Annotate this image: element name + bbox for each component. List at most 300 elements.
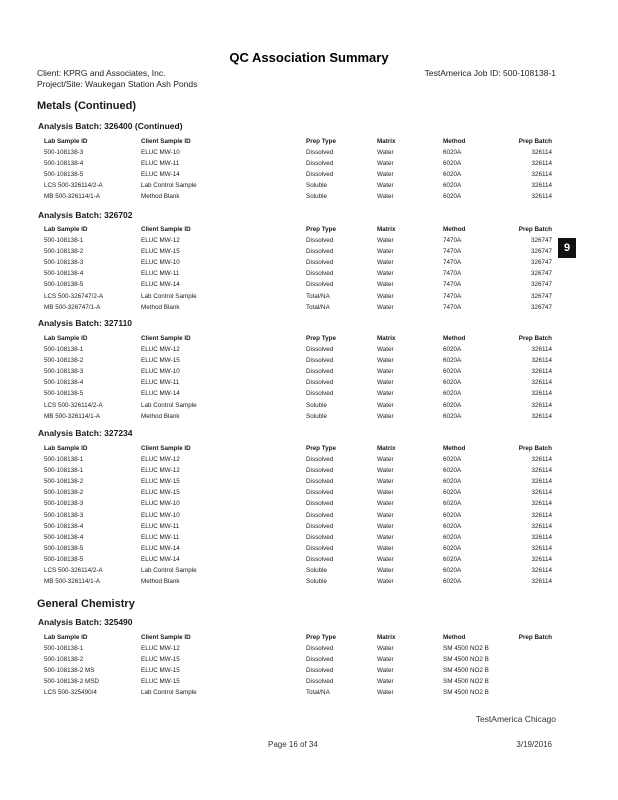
table-cell: 326114 xyxy=(531,149,552,157)
column-header: Lab Sample ID xyxy=(44,445,88,452)
table-cell: Dissolved xyxy=(306,379,334,387)
table-row xyxy=(44,498,552,509)
table-cell: 6020A xyxy=(443,149,462,157)
table-cell: LCS 500-326114/2-A xyxy=(44,182,103,190)
table-cell: Dissolved xyxy=(306,281,334,289)
table-cell: SM 4500 NO2 B xyxy=(443,678,489,686)
table-cell: ELUC MW-12 xyxy=(141,237,180,245)
client-name: Client: KPRG and Associates, Inc. xyxy=(37,68,166,78)
table-cell: Water xyxy=(377,544,394,552)
column-header: Prep Type xyxy=(306,634,336,641)
table-cell: 6020A xyxy=(443,467,462,475)
table-row xyxy=(44,543,552,554)
table-cell: ELUC MW-12 xyxy=(141,467,180,475)
table-cell: 326114 xyxy=(531,500,552,508)
table-cell: Soluble xyxy=(306,412,328,420)
column-header: Method xyxy=(443,335,466,342)
column-header: Matrix xyxy=(377,634,396,641)
table-cell: Water xyxy=(377,292,394,300)
table-cell: 500-108138-2 xyxy=(44,656,84,664)
table-cell: Dissolved xyxy=(306,555,334,563)
table-cell: 326114 xyxy=(531,456,552,464)
table-cell: LCS 500-326114/2-A xyxy=(44,401,103,409)
table-cell: Water xyxy=(377,368,394,376)
table-cell: Water xyxy=(377,555,394,563)
table-cell: 326114 xyxy=(531,390,552,398)
table-cell: 6020A xyxy=(443,182,462,190)
table-cell: 6020A xyxy=(443,412,462,420)
table-cell: LCS 500-326747/2-A xyxy=(44,292,104,300)
table-cell: 326114 xyxy=(531,379,552,387)
table-cell: MB 500-326114/1-A xyxy=(44,193,100,201)
table-row xyxy=(44,565,552,576)
table-cell: 6020A xyxy=(443,401,462,409)
table-cell: 326114 xyxy=(531,544,552,552)
table-cell: 326114 xyxy=(531,182,552,190)
table-cell: Dissolved xyxy=(306,667,334,675)
table-cell: Dissolved xyxy=(306,511,334,519)
table-cell: 500-108138-5 xyxy=(44,544,84,552)
table-cell: ELUC MW-15 xyxy=(141,656,180,664)
table-cell: Dissolved xyxy=(306,533,334,541)
table-cell: 7470A xyxy=(443,292,462,300)
column-header: Method xyxy=(443,634,466,641)
table-row xyxy=(44,676,552,687)
table-cell: ELUC MW-10 xyxy=(141,500,180,508)
table-cell: 500-108138-1 xyxy=(44,456,84,464)
table-cell: 326114 xyxy=(531,489,552,497)
table-cell: 326114 xyxy=(531,522,552,530)
table-cell: Water xyxy=(377,281,394,289)
table-cell: Dissolved xyxy=(306,645,334,653)
table-cell: 326114 xyxy=(531,160,552,168)
column-header: Prep Type xyxy=(306,445,336,452)
table-cell: Lab Control Sample xyxy=(141,292,197,300)
batch-table xyxy=(44,632,552,699)
table-cell: 6020A xyxy=(443,160,462,168)
table-cell: 7470A xyxy=(443,270,462,278)
column-header: Matrix xyxy=(377,226,396,233)
table-cell: 326114 xyxy=(531,555,552,563)
table-row xyxy=(44,302,552,313)
table-cell: 326747 xyxy=(530,281,552,289)
table-cell: ELUC MW-15 xyxy=(141,478,180,486)
table-cell: SM 4500 NO2 B xyxy=(443,667,489,675)
table-cell: 326114 xyxy=(531,511,552,519)
table-row xyxy=(44,654,552,665)
table-cell: Water xyxy=(377,379,394,387)
table-cell: Lab Control Sample xyxy=(141,401,197,409)
table-row xyxy=(44,532,552,543)
table-cell: ELUC MW-15 xyxy=(141,489,180,497)
column-header: Prep Batch xyxy=(518,445,552,452)
table-cell: Water xyxy=(377,270,394,278)
table-cell: Soluble xyxy=(306,182,328,190)
table-cell: Dissolved xyxy=(306,160,334,168)
batch-table xyxy=(44,136,552,203)
table-cell: ELUC MW-14 xyxy=(141,555,180,563)
table-cell: 7470A xyxy=(443,259,462,267)
table-cell: 326114 xyxy=(531,533,552,541)
table-cell: 500-108138-3 xyxy=(44,149,84,157)
table-cell: Dissolved xyxy=(306,346,334,354)
table-row xyxy=(44,180,552,191)
table-cell: 6020A xyxy=(443,346,462,354)
table-cell: Water xyxy=(377,522,394,530)
table-cell: Water xyxy=(377,259,394,267)
table-row xyxy=(44,147,552,158)
table-cell: Method Blank xyxy=(141,303,180,311)
table-cell: Water xyxy=(377,578,394,586)
table-cell: 326114 xyxy=(531,171,552,179)
table-cell: Water xyxy=(377,500,394,508)
table-cell: Water xyxy=(377,390,394,398)
table-cell: Water xyxy=(377,489,394,497)
table-cell: Water xyxy=(377,656,394,664)
table-row xyxy=(44,377,552,388)
table-cell: Total/NA xyxy=(306,689,330,697)
table-cell: 6020A xyxy=(443,489,462,497)
table-cell: Dissolved xyxy=(306,678,334,686)
table-cell: ELUC MW-11 xyxy=(141,522,180,530)
table-row xyxy=(44,388,552,399)
table-cell: Water xyxy=(377,171,394,179)
table-cell: 6020A xyxy=(443,522,462,530)
table-cell: ELUC MW-12 xyxy=(141,456,180,464)
column-header: Prep Batch xyxy=(518,226,552,233)
table-cell: 500-108138-2 xyxy=(44,478,84,486)
table-row xyxy=(44,400,552,411)
table-cell: 500-108138-5 xyxy=(44,281,84,289)
table-cell: 6020A xyxy=(443,171,462,179)
table-cell: Soluble xyxy=(306,401,328,409)
page-title: QC Association Summary xyxy=(229,50,389,65)
table-cell: MB 500-326114/1-A xyxy=(44,412,100,420)
table-cell: Dissolved xyxy=(306,270,334,278)
table-cell: 6020A xyxy=(443,478,462,486)
table-cell: Water xyxy=(377,667,394,675)
table-cell: Dissolved xyxy=(306,357,334,365)
table-cell: 6020A xyxy=(443,390,462,398)
table-row xyxy=(44,257,552,268)
table-cell: ELUC MW-15 xyxy=(141,678,180,686)
table-cell: Soluble xyxy=(306,567,328,575)
table-row xyxy=(44,665,552,676)
table-cell: Method Blank xyxy=(141,193,180,201)
table-cell: 6020A xyxy=(443,544,462,552)
table-header-row xyxy=(44,136,552,147)
column-header: Prep Type xyxy=(306,138,336,145)
column-header: Client Sample ID xyxy=(141,634,191,641)
table-cell: 500-108138-3 xyxy=(44,500,84,508)
table-cell: 6020A xyxy=(443,500,462,508)
table-cell: 326114 xyxy=(531,567,552,575)
section-title: General Chemistry xyxy=(37,598,135,610)
table-row xyxy=(44,411,552,422)
table-cell: 7470A xyxy=(443,281,462,289)
table-cell: Water xyxy=(377,182,394,190)
table-cell: 326747 xyxy=(530,270,552,278)
table-cell: LCS 500-325490/4 xyxy=(44,689,97,697)
table-cell: 500-108138-4 xyxy=(44,522,84,530)
table-row xyxy=(44,510,552,521)
table-cell: 500-108138-2 xyxy=(44,357,84,365)
table-cell: 500-108138-5 xyxy=(44,390,84,398)
table-cell: 326114 xyxy=(531,346,552,354)
table-cell: 6020A xyxy=(443,456,462,464)
table-cell: Water xyxy=(377,467,394,475)
table-cell: ELUC MW-10 xyxy=(141,511,180,519)
table-row xyxy=(44,554,552,565)
batch-table xyxy=(44,443,552,587)
table-cell: Dissolved xyxy=(306,489,334,497)
table-row xyxy=(44,268,552,279)
table-cell: 6020A xyxy=(443,357,462,365)
table-cell: ELUC MW-14 xyxy=(141,390,180,398)
table-cell: Dissolved xyxy=(306,368,334,376)
table-cell: 6020A xyxy=(443,368,462,376)
table-cell: Dissolved xyxy=(306,259,334,267)
table-cell: ELUC MW-14 xyxy=(141,544,180,552)
table-cell: Soluble xyxy=(306,578,328,586)
table-cell: Water xyxy=(377,678,394,686)
table-row xyxy=(44,291,552,302)
column-header: Prep Batch xyxy=(518,634,552,641)
table-row xyxy=(44,643,552,654)
column-header: Prep Type xyxy=(306,226,336,233)
table-cell: SM 4500 NO2 B xyxy=(443,656,489,664)
table-cell: 326114 xyxy=(531,412,552,420)
table-cell: ELUC MW-15 xyxy=(141,667,180,675)
table-cell: LCS 500-326114/2-A xyxy=(44,567,103,575)
table-cell: ELUC MW-11 xyxy=(141,533,180,541)
batch-title: Analysis Batch: 327110 xyxy=(38,318,133,328)
table-cell: ELUC MW-10 xyxy=(141,149,180,157)
table-cell: 326747 xyxy=(530,259,552,267)
table-cell: Water xyxy=(377,149,394,157)
table-cell: ELUC MW-11 xyxy=(141,160,180,168)
table-cell: 500-108138-1 xyxy=(44,237,84,245)
table-cell: Water xyxy=(377,303,394,311)
table-row xyxy=(44,169,552,180)
table-cell: ELUC MW-10 xyxy=(141,259,180,267)
table-cell: 500-108138-3 xyxy=(44,511,84,519)
table-cell: 500-108138-4 xyxy=(44,533,84,541)
table-cell: 500-108138-4 xyxy=(44,160,84,168)
table-cell: 500-108138-1 xyxy=(44,346,84,354)
table-row xyxy=(44,521,552,532)
table-cell: Water xyxy=(377,511,394,519)
table-cell: Water xyxy=(377,533,394,541)
table-cell: ELUC MW-10 xyxy=(141,368,180,376)
column-header: Lab Sample ID xyxy=(44,335,88,342)
table-cell: Dissolved xyxy=(306,171,334,179)
table-cell: Water xyxy=(377,248,394,256)
table-cell: ELUC MW-14 xyxy=(141,281,180,289)
job-id: TestAmerica Job ID: 500-108138-1 xyxy=(424,68,556,78)
table-cell: 326747 xyxy=(530,237,552,245)
table-row xyxy=(44,476,552,487)
page-number: Page 16 of 34 xyxy=(268,740,318,749)
batch-title: Analysis Batch: 327234 xyxy=(38,428,133,438)
table-cell: 6020A xyxy=(443,193,462,201)
table-cell: Dissolved xyxy=(306,149,334,157)
table-cell: Dissolved xyxy=(306,456,334,464)
table-row xyxy=(44,246,552,257)
table-cell: Lab Control Sample xyxy=(141,689,197,697)
table-cell: Total/NA xyxy=(306,303,330,311)
batch-table xyxy=(44,224,552,313)
table-cell: ELUC MW-12 xyxy=(141,645,180,653)
table-cell: 500-108138-5 xyxy=(44,171,84,179)
table-header-row xyxy=(44,632,552,643)
table-cell: 7470A xyxy=(443,237,462,245)
table-cell: Dissolved xyxy=(306,237,334,245)
column-header: Client Sample ID xyxy=(141,335,191,342)
column-header: Lab Sample ID xyxy=(44,226,88,233)
table-cell: 326114 xyxy=(531,467,552,475)
table-cell: 326747 xyxy=(530,292,552,300)
table-row xyxy=(44,366,552,377)
table-cell: 7470A xyxy=(443,248,462,256)
table-cell: 500-108138-2 MS xyxy=(44,667,95,675)
table-cell: Dissolved xyxy=(306,478,334,486)
table-cell: Method Blank xyxy=(141,578,180,586)
table-cell: ELUC MW-15 xyxy=(141,357,180,365)
table-header-row xyxy=(44,224,552,235)
table-cell: 326114 xyxy=(531,578,552,586)
table-cell: Water xyxy=(377,645,394,653)
table-cell: Water xyxy=(377,689,394,697)
column-header: Matrix xyxy=(377,335,396,342)
table-header-row xyxy=(44,333,552,344)
section-title: Metals (Continued) xyxy=(37,100,136,112)
table-cell: 6020A xyxy=(443,567,462,575)
table-row xyxy=(44,487,552,498)
table-cell: 326114 xyxy=(531,193,552,201)
table-cell: MB 500-326747/1-A xyxy=(44,303,101,311)
table-row xyxy=(44,279,552,290)
column-header: Client Sample ID xyxy=(141,138,191,145)
project-site: Project/Site: Waukegan Station Ash Ponds xyxy=(37,79,198,89)
table-cell: Water xyxy=(377,412,394,420)
table-cell: Dissolved xyxy=(306,390,334,398)
column-header: Matrix xyxy=(377,138,396,145)
table-header-row xyxy=(44,443,552,454)
column-header: Matrix xyxy=(377,445,396,452)
table-cell: 326114 xyxy=(531,478,552,486)
table-row xyxy=(44,191,552,202)
table-cell: 500-108138-1 xyxy=(44,645,84,653)
column-header: Client Sample ID xyxy=(141,226,191,233)
table-cell: Method Blank xyxy=(141,412,180,420)
table-cell: Soluble xyxy=(306,193,328,201)
table-cell: Dissolved xyxy=(306,500,334,508)
table-cell: Dissolved xyxy=(306,248,334,256)
batch-title: Analysis Batch: 326400 (Continued) xyxy=(38,121,183,131)
table-cell: ELUC MW-11 xyxy=(141,270,180,278)
table-cell: ELUC MW-14 xyxy=(141,171,180,179)
column-header: Lab Sample ID xyxy=(44,138,88,145)
table-cell: Water xyxy=(377,357,394,365)
table-cell: 6020A xyxy=(443,555,462,563)
column-header: Method xyxy=(443,226,466,233)
table-cell: 500-108138-1 xyxy=(44,467,84,475)
column-header: Prep Type xyxy=(306,335,336,342)
table-cell: Water xyxy=(377,346,394,354)
table-cell: Water xyxy=(377,160,394,168)
table-row xyxy=(44,687,552,698)
table-cell: Water xyxy=(377,456,394,464)
table-cell: 500-108138-2 MSD xyxy=(44,678,99,686)
table-cell: Dissolved xyxy=(306,467,334,475)
table-cell: MB 500-326114/1-A xyxy=(44,578,100,586)
section-tab[interactable]: 9 xyxy=(558,238,576,258)
table-cell: 7470A xyxy=(443,303,462,311)
table-cell: 500-108138-5 xyxy=(44,555,84,563)
table-cell: ELUC MW-11 xyxy=(141,379,180,387)
table-cell: SM 4500 NO2 B xyxy=(443,645,489,653)
table-row xyxy=(44,576,552,587)
column-header: Client Sample ID xyxy=(141,445,191,452)
table-cell: 326114 xyxy=(531,368,552,376)
table-row xyxy=(44,158,552,169)
table-cell: Water xyxy=(377,401,394,409)
table-cell: 500-108138-4 xyxy=(44,270,84,278)
table-cell: 6020A xyxy=(443,511,462,519)
column-header: Method xyxy=(443,138,466,145)
column-header: Lab Sample ID xyxy=(44,634,88,641)
batch-title: Analysis Batch: 325490 xyxy=(38,617,133,627)
table-row xyxy=(44,454,552,465)
table-cell: 500-108138-4 xyxy=(44,379,84,387)
table-cell: 326747 xyxy=(530,303,552,311)
batch-title: Analysis Batch: 326702 xyxy=(38,210,133,220)
table-row xyxy=(44,355,552,366)
table-cell: SM 4500 NO2 B xyxy=(443,689,489,697)
table-cell: 500-108138-3 xyxy=(44,259,84,267)
table-row xyxy=(44,465,552,476)
table-cell: Water xyxy=(377,478,394,486)
table-cell: 500-108138-2 xyxy=(44,248,84,256)
table-cell: 326114 xyxy=(531,401,552,409)
table-cell: 500-108138-3 xyxy=(44,368,84,376)
batch-table xyxy=(44,333,552,422)
table-cell: Dissolved xyxy=(306,656,334,664)
column-header: Method xyxy=(443,445,466,452)
table-row xyxy=(44,344,552,355)
table-cell: Total/NA xyxy=(306,292,330,300)
table-cell: Water xyxy=(377,237,394,245)
table-cell: 6020A xyxy=(443,379,462,387)
table-cell: Lab Control Sample xyxy=(141,182,197,190)
table-cell: 6020A xyxy=(443,533,462,541)
column-header: Prep Batch xyxy=(518,138,552,145)
table-cell: Dissolved xyxy=(306,544,334,552)
table-cell: Dissolved xyxy=(306,522,334,530)
table-cell: Lab Control Sample xyxy=(141,567,197,575)
company-name: TestAmerica Chicago xyxy=(475,714,556,724)
table-cell: 326114 xyxy=(531,357,552,365)
table-cell: 326747 xyxy=(530,248,552,256)
table-cell: Water xyxy=(377,567,394,575)
table-cell: Water xyxy=(377,193,394,201)
table-cell: 6020A xyxy=(443,578,462,586)
table-cell: 500-108138-2 xyxy=(44,489,84,497)
column-header: Prep Batch xyxy=(518,335,552,342)
table-row xyxy=(44,235,552,246)
table-cell: ELUC MW-12 xyxy=(141,346,180,354)
